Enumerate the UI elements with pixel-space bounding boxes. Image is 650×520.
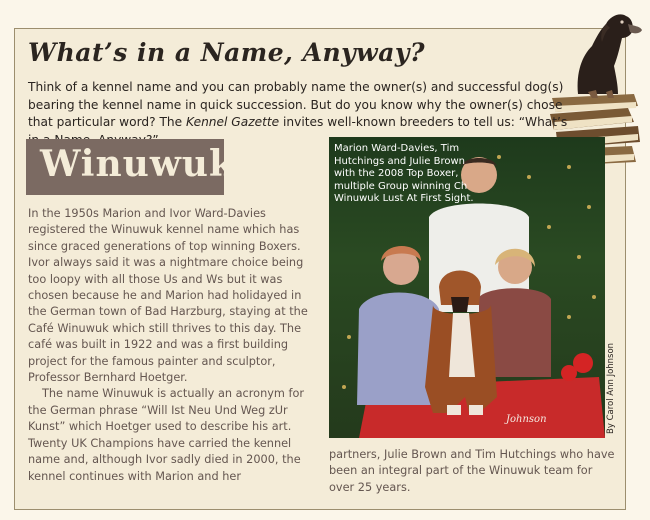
poinsettia-icon xyxy=(561,353,593,381)
photo-credit: By Carol Ann Johnson xyxy=(606,342,616,434)
kennel-name-heading: Winuwuk xyxy=(40,143,235,185)
body-paragraph-2: The name Winuwuk is actually an acronym for the German phrase “Will Ist Neu Und Weg zUr Kunst” which Hoetger used to describe his art. Twenty UK Champions have carried the kennel name and, although Ivor sadly died in 2000, the kennel continues with Marion and her xyxy=(28,387,305,483)
publication-name: Kennel Gazette xyxy=(186,115,280,129)
article-body-column-2: partners, Julie Brown and Tim Hutchings who have been an integral part of the Winuwuk team for over 25 years. xyxy=(329,448,615,494)
photo-caption: Marion Ward-Davies, Tim Hutchings and Julie Brown with the 2008 Top Boxer, multiple Group winning Ch Winuwuk Lust At First Sight. xyxy=(334,143,474,205)
dachshund-icon xyxy=(578,14,642,98)
photographer-signature: Johnson xyxy=(506,414,547,425)
intro-text-2: invites well-known breeders to tell us: “What’s xyxy=(283,115,568,129)
article-body-column-1 xyxy=(28,206,321,485)
intro-text-1: Think of a kennel name and you can probably name the owner(s) and successful dog(s) bearing the kennel name in quick succession. But do you know why the owner(s) chose that particular word? The xyxy=(28,80,564,129)
body-paragraph-1: In the 1950s Marion and Ivor Ward-Davies registered the Winuwuk kennel name which has since graced generations of top winning Boxers. Ivor always said it was a nightmare choice being too loopy with all those Us and Ws but it was chosen because he and Marion had holidayed in the German town of Bad Harzburg, staying at the Café Winuwuk which still thrives to this day. The café was built in 1922 and was a first building project for the famous painter and sculptor, Professor Bernhard Hoetger. xyxy=(28,207,308,385)
page-title: What’s in a Name, Anyway? xyxy=(28,38,426,67)
